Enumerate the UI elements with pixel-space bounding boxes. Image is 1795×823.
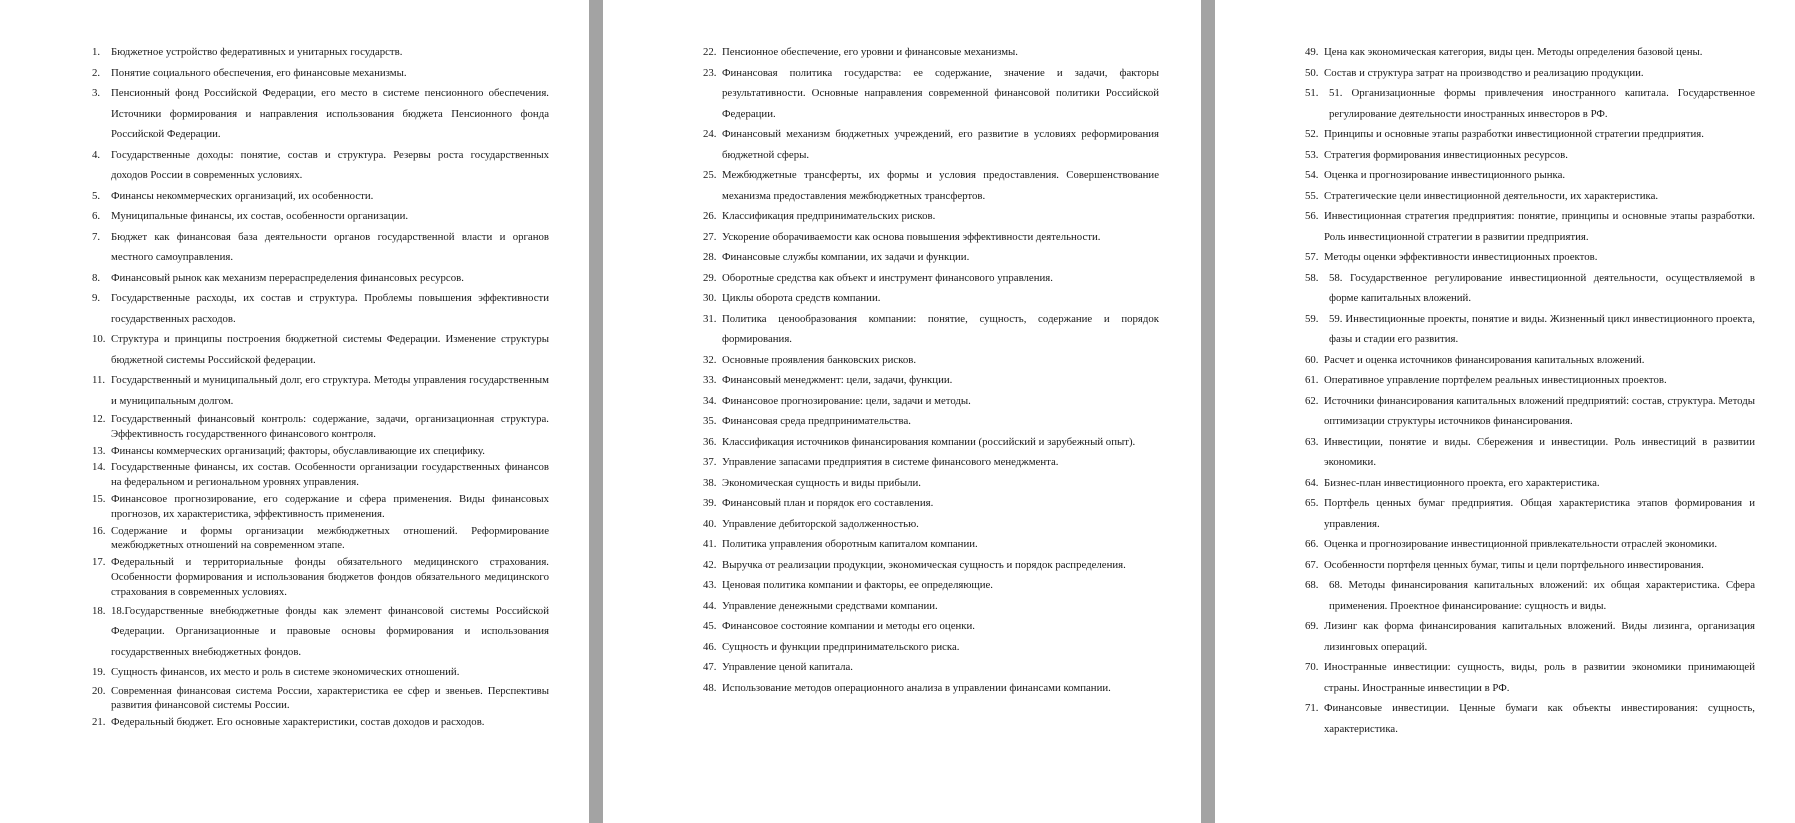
- item-text: Политика ценообразования компании: понятие, сущность, содержание и порядок формирования.: [722, 312, 1159, 345]
- item-text: Ценовая политика компании и факторы, ее определяющие.: [722, 579, 993, 591]
- item-text: Основные проявления банковских рисков.: [722, 353, 917, 366]
- item-text: Выручка от реализации продукции, экономическая сущность и порядок распределения.: [722, 558, 1126, 571]
- item-number: 9.: [92, 292, 101, 304]
- item-number: 43.: [703, 579, 717, 591]
- item-number: 33.: [703, 374, 717, 386]
- item-text: Иностранные инвестиции: сущность, виды, роль в развитии экономики принимающей страны. Иностранные инвестиции в РФ.: [1324, 661, 1755, 694]
- item-text: Финансовое прогнозирование: цели, задачи и методы.: [722, 394, 971, 407]
- list-item: [703, 227, 1159, 248]
- item-text: Пенсионное обеспечение, его уровни и финансовые механизмы.: [722, 46, 1019, 58]
- list-item: [703, 596, 1159, 617]
- list-item: [92, 411, 549, 443]
- item-number: 60.: [1305, 353, 1319, 366]
- item-text: Финансовый менеджмент: цели, задачи, функции.: [722, 374, 953, 386]
- item-number: 64.: [1305, 476, 1319, 489]
- list-item: [703, 42, 1159, 63]
- item-number: 8.: [92, 271, 101, 284]
- list-item: [92, 459, 549, 491]
- item-text: Финансовая среда предпринимательства.: [722, 415, 911, 427]
- item-text: 51. Организационные формы привлечения иностранного капитала. Государственное регулирование деятельности иностранных инвесторов в РФ.: [1329, 87, 1755, 120]
- question-list-page-1: [92, 42, 549, 731]
- item-text: Особенности портфеля ценных бумаг, типы и цели портфельного инвестирования.: [1324, 558, 1704, 571]
- item-number: 20.: [92, 684, 106, 697]
- item-text: Финансы коммерческих организаций; факторы, обуславливающие их специфику.: [111, 444, 485, 457]
- item-text: Экономическая сущность и виды прибыли.: [722, 476, 921, 489]
- item-text: Состав и структура затрат на производство и реализацию продукции.: [1324, 66, 1644, 79]
- item-text: Финансовое состояние компании и методы его оценки.: [722, 620, 975, 632]
- list-item: [1305, 493, 1755, 534]
- list-item: [703, 534, 1159, 555]
- item-number: 57.: [1305, 251, 1319, 263]
- item-text: Государственные доходы: понятие, состав и структура. Резервы роста государственных доходов России в современных условиях.: [111, 148, 549, 181]
- list-item: [703, 575, 1159, 596]
- list-item: [92, 206, 549, 227]
- item-text: Оценка и прогнозирование инвестиционной привлекательности отраслей экономики.: [1324, 538, 1718, 550]
- list-item: [703, 452, 1159, 473]
- item-number: 41.: [703, 538, 717, 550]
- list-item: [1305, 206, 1755, 247]
- item-number: 56.: [1305, 210, 1319, 222]
- item-text: Бюджетное устройство федеративных и унитарных государств.: [111, 46, 403, 58]
- list-item: [703, 678, 1159, 699]
- item-text: Финансовый механизм бюджетных учреждений, его развитие в условиях реформирования бюджетной сферы.: [722, 128, 1159, 161]
- item-text: Источники финансирования капитальных вложений предприятий: состав, структура. Методы оптимизации структуры источников финансирования.: [1324, 394, 1755, 427]
- item-number: 1.: [92, 46, 101, 58]
- item-text: Государственный финансовый контроль: содержание, задачи, организационная структура. Эффективность государственного финансового контроля.: [111, 413, 549, 440]
- item-number: 42.: [703, 558, 717, 571]
- item-number: 71.: [1305, 702, 1319, 714]
- item-text: Федеральный бюджет. Его основные характеристики, состав доходов и расходов.: [111, 716, 485, 729]
- list-item: [1305, 268, 1755, 309]
- item-text: Финансовые службы компании, их задачи и функции.: [722, 251, 970, 263]
- question-list-page-2: [703, 42, 1159, 698]
- item-text: Сущность финансов, их место и роль в системе экономических отношений.: [111, 666, 460, 679]
- list-item: [92, 601, 549, 663]
- list-item: [92, 662, 549, 683]
- list-item: [92, 83, 549, 145]
- list-item: [703, 309, 1159, 350]
- item-text: Циклы оборота средств компании.: [722, 292, 881, 304]
- item-number: 6.: [92, 210, 101, 222]
- item-text: Лизинг как форма финансирования капитальных вложений. Виды лизинга, организация лизинговых операций.: [1324, 620, 1755, 653]
- list-item: [703, 165, 1159, 206]
- item-number: 27.: [703, 230, 717, 243]
- item-number: 51.: [1305, 87, 1319, 99]
- item-text: Федеральный и территориальные фонды обязательного медицинского страхования. Особенности формирования и использования бюджетов фондов обязательного медицинского страхования в современных условиях.: [111, 556, 549, 598]
- item-number: 40.: [703, 517, 717, 530]
- item-text: Государственные расходы, их состав и структура. Проблемы повышения эффективности государственных расходов.: [111, 292, 549, 325]
- item-text: Государственный и муниципальный долг, его структура. Методы управления государственным и муниципальным долгом.: [111, 374, 549, 407]
- item-number: 2.: [92, 66, 101, 79]
- list-item: [703, 411, 1159, 432]
- item-number: 5.: [92, 189, 101, 202]
- item-text: Структура и принципы построения бюджетной системы Федерации. Изменение структуры бюджетной системы Российской федерации.: [111, 333, 549, 366]
- item-text: Финансовое прогнозирование, его содержание и сфера применения. Виды финансовых прогнозов, их характеристика, эффективность применения.: [111, 492, 549, 520]
- item-number: 28.: [703, 251, 717, 263]
- item-number: 69.: [1305, 620, 1319, 632]
- item-number: 46.: [703, 640, 717, 653]
- item-text: Управление запасами предприятия в системе финансового менеджмента.: [722, 456, 1059, 468]
- item-number: 59.: [1305, 312, 1319, 325]
- item-text: Цена как экономическая категория, виды цен. Методы определения базовой цены.: [1324, 46, 1703, 58]
- item-text: Оборотные средства как объект и инструмент финансового управления.: [722, 271, 1053, 284]
- item-text: Финансовая политика государства: ее содержание, значение и задачи, факторы результативности. Основные направления современной финансовой политики Российской Федерации.: [722, 66, 1159, 120]
- item-number: 63.: [1305, 435, 1319, 448]
- item-text: Финансовый план и порядок его составления.: [722, 497, 934, 509]
- item-text: Методы оценки эффективности инвестиционных проектов.: [1324, 251, 1598, 263]
- item-text: Принципы и основные этапы разработки инвестиционной стратегии предприятия.: [1324, 128, 1704, 140]
- list-item: [1305, 555, 1755, 576]
- item-number: 58.: [1305, 271, 1319, 284]
- list-item: [1305, 83, 1755, 124]
- item-text: Оперативное управление портфелем реальных инвестиционных проектов.: [1324, 374, 1667, 386]
- item-number: 11.: [92, 374, 106, 386]
- list-item: [703, 514, 1159, 535]
- item-number: 65.: [1305, 497, 1319, 509]
- item-text: Бюджет как финансовая база деятельности органов государственной власти и органов местного самоуправления.: [111, 230, 549, 263]
- list-item: [92, 683, 549, 715]
- item-number: 38.: [703, 476, 717, 489]
- item-number: 54.: [1305, 169, 1319, 181]
- item-number: 7.: [92, 230, 101, 243]
- item-number: 16.: [92, 524, 106, 537]
- item-text: Финансовые инвестиции. Ценные бумаги как объекты инвестирования: сущность, характеристика.: [1324, 702, 1755, 735]
- item-number: 62.: [1305, 394, 1319, 407]
- item-text: Расчет и оценка источников финансирования капитальных вложений.: [1324, 353, 1645, 366]
- document-page-1: [0, 0, 589, 823]
- list-item: [92, 329, 549, 370]
- item-text: 18.Государственные внебюджетные фонды как элемент финансовой системы Российской Федерации. Организационные и правовые основы формирования и использования государственных внебюджетных фондов.: [111, 604, 549, 658]
- list-item: [1305, 473, 1755, 494]
- list-item: [1305, 370, 1755, 391]
- item-text: Сущность и функции предпринимательского риска.: [722, 640, 960, 653]
- item-number: 23.: [703, 66, 717, 79]
- list-item: [1305, 145, 1755, 166]
- list-item: [703, 268, 1159, 289]
- list-item: [92, 714, 549, 731]
- list-item: [92, 491, 549, 523]
- list-item: [1305, 309, 1755, 350]
- item-number: 53.: [1305, 148, 1319, 161]
- item-text: 68. Методы финансирования капитальных вложений: их общая характеристика. Сфера применения. Проектное финансирование: сущность и виды.: [1329, 579, 1755, 612]
- list-item: [92, 443, 549, 460]
- item-text: Муниципальные финансы, их состав, особенности организации.: [111, 210, 409, 222]
- item-number: 61.: [1305, 374, 1319, 386]
- list-item: [1305, 575, 1755, 616]
- item-number: 12.: [92, 413, 106, 425]
- item-number: 66.: [1305, 538, 1319, 550]
- list-item: [703, 432, 1159, 453]
- item-number: 36.: [703, 435, 717, 448]
- list-item: [92, 370, 549, 411]
- item-text: Государственные финансы, их состав. Особенности организации государственных финансов на федеральном и региональном уровнях управления.: [111, 461, 549, 489]
- list-item: [703, 370, 1159, 391]
- list-item: [703, 350, 1159, 371]
- list-item: [703, 391, 1159, 412]
- item-number: 45.: [703, 620, 717, 632]
- item-text: Бизнес-план инвестиционного проекта, его характеристика.: [1324, 476, 1600, 489]
- item-number: 24.: [703, 128, 717, 140]
- list-item: [1305, 534, 1755, 555]
- list-item: [92, 63, 549, 84]
- item-number: 30.: [703, 292, 717, 304]
- item-text: Пенсионный фонд Российской Федерации, его место в системе пенсионного обеспечения. Источники формирования и направления использования бюджета Пенсионного фонда Российской Федерации.: [111, 87, 549, 140]
- item-number: 4.: [92, 148, 101, 161]
- list-item: [703, 555, 1159, 576]
- item-number: 15.: [92, 492, 106, 505]
- item-text: Ускорение оборачиваемости как основа повышения эффективности деятельности.: [722, 230, 1101, 243]
- item-number: 21.: [92, 716, 106, 729]
- item-text: Политика управления оборотным капиталом компании.: [722, 538, 978, 550]
- item-number: 32.: [703, 353, 717, 366]
- list-item: [1305, 186, 1755, 207]
- item-number: 70.: [1305, 661, 1319, 673]
- item-text: Понятие социального обеспечения, его финансовые механизмы.: [111, 66, 407, 79]
- list-item: [703, 493, 1159, 514]
- item-number: 67.: [1305, 558, 1319, 571]
- item-number: 19.: [92, 666, 106, 679]
- item-number: 13.: [92, 444, 106, 457]
- item-number: 48.: [703, 681, 717, 694]
- item-text: Оценка и прогнозирование инвестиционного рынка.: [1324, 169, 1566, 181]
- item-number: 29.: [703, 271, 717, 284]
- list-item: [1305, 247, 1755, 268]
- item-text: Межбюджетные трансферты, их формы и условия предоставления. Совершенствование механизма предоставления межбюджетных трансфертов.: [722, 169, 1159, 202]
- list-item: [703, 616, 1159, 637]
- list-item: [703, 63, 1159, 125]
- list-item: [92, 288, 549, 329]
- list-item: [92, 523, 549, 555]
- list-item: [703, 124, 1159, 165]
- list-item: [703, 206, 1159, 227]
- item-text: Стратегические цели инвестиционной деятельности, их характеристика.: [1324, 189, 1659, 202]
- item-number: 50.: [1305, 66, 1319, 79]
- item-text: Стратегия формирования инвестиционных ресурсов.: [1324, 148, 1568, 161]
- list-item: [92, 554, 549, 600]
- item-number: 25.: [703, 169, 717, 181]
- item-text: Классификация предпринимательских рисков.: [722, 210, 936, 222]
- item-text: 58. Государственное регулирование инвестиционной деятельности, осуществляемой в форме капитальных вложений.: [1329, 271, 1755, 304]
- list-item: [92, 268, 549, 289]
- list-item: [703, 247, 1159, 268]
- list-item: [92, 42, 549, 63]
- item-text: Портфель ценных бумаг предприятия. Общая характеристика этапов формирования и управления.: [1324, 497, 1755, 530]
- item-number: 49.: [1305, 46, 1319, 58]
- item-text: Финансы некоммерческих организаций, их особенности.: [111, 189, 374, 202]
- list-item: [1305, 350, 1755, 371]
- list-item: [1305, 657, 1755, 698]
- item-text: Инвестиции, понятие и виды. Сбережения и инвестиции. Роль инвестиций в развитии экономики.: [1324, 435, 1755, 468]
- item-number: 47.: [703, 661, 717, 673]
- item-text: Классификация источников финансирования компании (российский и зарубежный опыт).: [722, 435, 1136, 448]
- list-item: [1305, 698, 1755, 739]
- list-item: [1305, 616, 1755, 657]
- list-item: [1305, 124, 1755, 145]
- item-number: 35.: [703, 415, 717, 427]
- item-text: Финансовый рынок как механизм перераспределения финансовых ресурсов.: [111, 271, 464, 284]
- item-text: Содержание и формы организации межбюджетных отношений. Реформирование межбюджетных отношений на современном этапе.: [111, 524, 549, 552]
- document-page-2: [603, 0, 1201, 823]
- item-number: 39.: [703, 497, 717, 509]
- item-number: 18.: [92, 604, 106, 617]
- list-item: [92, 227, 549, 268]
- list-item: [703, 657, 1159, 678]
- list-item: [1305, 391, 1755, 432]
- item-number: 44.: [703, 599, 717, 612]
- list-item: [1305, 165, 1755, 186]
- list-item: [1305, 432, 1755, 473]
- item-text: 59. Инвестиционные проекты, понятие и виды. Жизненный цикл инвестиционного проекта, фазы и стадии его развития.: [1329, 312, 1755, 345]
- list-item: [92, 186, 549, 207]
- item-number: 31.: [703, 312, 717, 325]
- list-item: [703, 637, 1159, 658]
- item-number: 68.: [1305, 579, 1319, 591]
- item-number: 22.: [703, 46, 717, 58]
- question-list-page-3: [1305, 42, 1755, 739]
- item-text: Современная финансовая система России, характеристика ее сфер и звеньев. Перспективы развития финансовой системы России.: [111, 684, 549, 712]
- item-number: 3.: [92, 87, 101, 99]
- item-text: Управление дебиторской задолженностью.: [722, 517, 919, 530]
- item-number: 14.: [92, 461, 106, 474]
- item-text: Управление ценой капитала.: [722, 661, 853, 673]
- item-number: 34.: [703, 394, 717, 407]
- document-page-3: [1215, 0, 1795, 823]
- list-item: [1305, 42, 1755, 63]
- item-text: Управление денежными средствами компании.: [722, 599, 938, 612]
- item-number: 26.: [703, 210, 717, 222]
- item-text: Инвестиционная стратегия предприятия: понятие, принципы и основные этапы разработки. Роль инвестиционной стратегии в развитии предприятия.: [1324, 210, 1755, 243]
- item-text: Использование методов операционного анализа в управлении финансами компании.: [722, 681, 1111, 694]
- list-item: [1305, 63, 1755, 84]
- list-item: [92, 145, 549, 186]
- item-number: 52.: [1305, 128, 1319, 140]
- item-number: 55.: [1305, 189, 1319, 202]
- list-item: [703, 473, 1159, 494]
- list-item: [703, 288, 1159, 309]
- item-number: 10.: [92, 333, 106, 345]
- item-number: 37.: [703, 456, 717, 468]
- item-number: 17.: [92, 556, 106, 569]
